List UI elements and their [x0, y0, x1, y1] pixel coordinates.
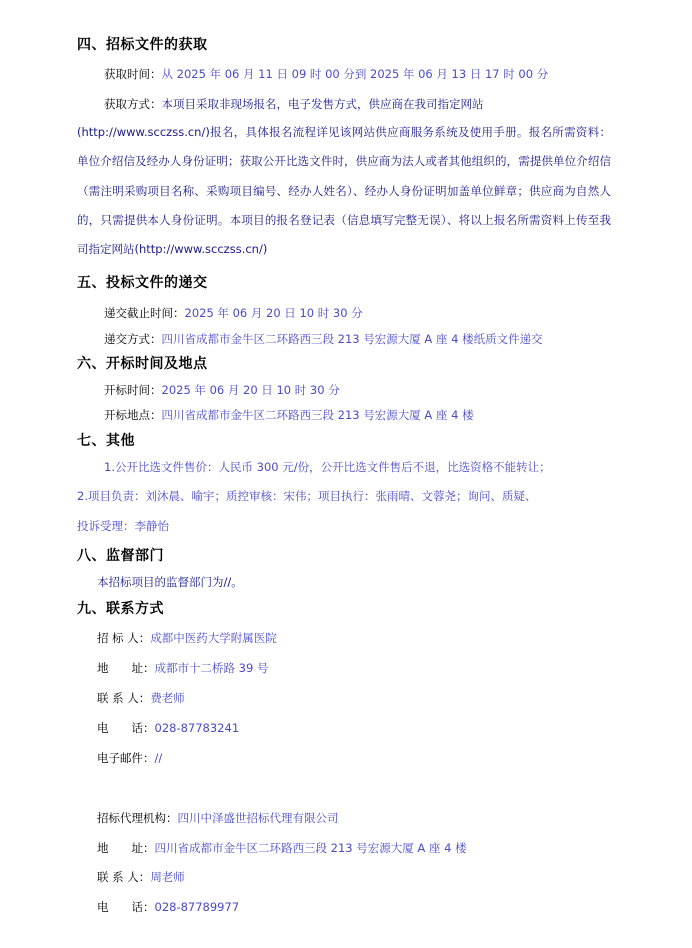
- tenderer-value: 成都中医药大学附属医院: [150, 631, 277, 645]
- open-place-line: [104, 407, 474, 423]
- acquire-method-text: 本项目采取非现场报名，电子发售方式，供应商在我司指定网站: [161, 97, 484, 111]
- acquire-time-value: 从 2025 年 06 月 11 日 09 时 00 分到 2025 年 06 月 13 日 17 时 00 分: [161, 67, 549, 81]
- tenderer-contact-label: 联 系 人：: [97, 691, 151, 705]
- deadline-value: 2025 年 06 月 20 日 10 时 30 分: [184, 306, 363, 320]
- section-5-heading: 五、投标文件的递交: [77, 275, 208, 291]
- agency-phone-label: 电 话：: [97, 900, 155, 914]
- open-place-value: 四川省成都市金牛区二环路西三段 213 号宏源大厦 A 座 4 楼: [161, 408, 474, 422]
- section-9-heading: 九、联系方式: [77, 601, 164, 617]
- agency-phone-value: 028-87789977: [154, 900, 240, 914]
- submit-method-value: 四川省成都市金牛区二环路西三段 213 号宏源大厦 A 座 4 楼纸质文件递交: [161, 332, 543, 346]
- agency-address-value: 四川省成都市金牛区二环路西三段 213 号宏源大厦 A 座 4 楼: [154, 841, 467, 855]
- tenderer-email-label: 电子邮件：: [97, 751, 155, 765]
- section-6-heading: 六、开标时间及地点: [77, 356, 208, 372]
- agency-phone-line: [97, 899, 239, 915]
- deadline-label: 递交截止时间：: [104, 306, 185, 320]
- deadline-line: [104, 305, 363, 321]
- agency-line: [97, 810, 339, 826]
- tenderer-phone-line: [97, 720, 239, 736]
- acquire-method-line: [104, 96, 484, 112]
- section-7-heading: 七、其他: [77, 433, 135, 449]
- other-line-3: 投诉受理：李静怡: [77, 519, 169, 533]
- agency-address-line: [97, 840, 467, 856]
- other-line-2: 2.项目负责：刘沐晨、喻宇；质控审核：宋伟；项目执行：张雨晴、文蓉尧；询问、质疑、: [77, 489, 537, 503]
- supervision-text: 本招标项目的监督部门为//。: [97, 575, 243, 589]
- acquire-method-label: 获取方式：: [104, 97, 162, 111]
- acquire-method-continuation: 报名，具体报名流程详见该网站供应商服务系统及使用手册。报名所需资料：单位介绍信及经办人身份证明；获取公开比选文件时，供应商为法人或者其他组织的，需提供单位介绍信（需注明采购项目名称、采购项目编号、经办人姓名）、经办人身份证明加盖单位鲜章；供应商为自然人的，只需提供本人身份证明。本项目的报名登记表（信息填写完整无误）、将以上报名所需资料上传至我司指定网站(http://www.scczss.cn/): [77, 125, 611, 257]
- agency-contact-value: 周老师: [150, 870, 185, 884]
- tenderer-phone-label: 电 话：: [97, 721, 155, 735]
- agency-address-label: 地 址：: [97, 841, 155, 855]
- section-4-heading: 四、招标文件的获取: [77, 37, 208, 53]
- agency-label: 招标代理机构：: [97, 811, 178, 825]
- section-8-heading: 八、监督部门: [77, 548, 164, 564]
- tenderer-line: [97, 630, 277, 646]
- open-time-value: 2025 年 06 月 20 日 10 时 30 分: [161, 383, 340, 397]
- acquire-method-paragraph: [77, 118, 611, 264]
- open-time-line: [104, 382, 340, 398]
- tenderer-address-label: 地 址：: [97, 661, 155, 675]
- tenderer-address-value: 成都市十二桥路 39 号: [154, 661, 269, 675]
- open-time-label: 开标时间：: [104, 383, 162, 397]
- open-place-label: 开标地点：: [104, 408, 162, 422]
- agency-contact-label: 联 系 人：: [97, 870, 151, 884]
- tenderer-email-line: [97, 750, 162, 766]
- acquire-time-line: [104, 66, 548, 82]
- tenderer-contact-value: 费老师: [150, 691, 185, 705]
- tenderer-email-value: //: [154, 751, 163, 765]
- tenderer-contact-line: [97, 690, 185, 706]
- agency-value: 四川中泽盛世招标代理有限公司: [177, 811, 339, 825]
- other-line-1: 1.公开比选文件售价：人民币 300 元/份，公开比选文件售后不退，比选资格不能转让；: [104, 460, 551, 474]
- website-url: (http://www.scczss.cn/): [77, 125, 210, 139]
- agency-contact-line: [97, 869, 185, 885]
- tenderer-phone-value: 028-87783241: [154, 721, 240, 735]
- submit-method-label: 递交方式：: [104, 332, 162, 346]
- tenderer-label: 招 标 人：: [97, 631, 151, 645]
- tenderer-address-line: [97, 660, 268, 676]
- acquire-time-label: 获取时间：: [104, 67, 162, 81]
- submit-method-line: [104, 331, 543, 347]
